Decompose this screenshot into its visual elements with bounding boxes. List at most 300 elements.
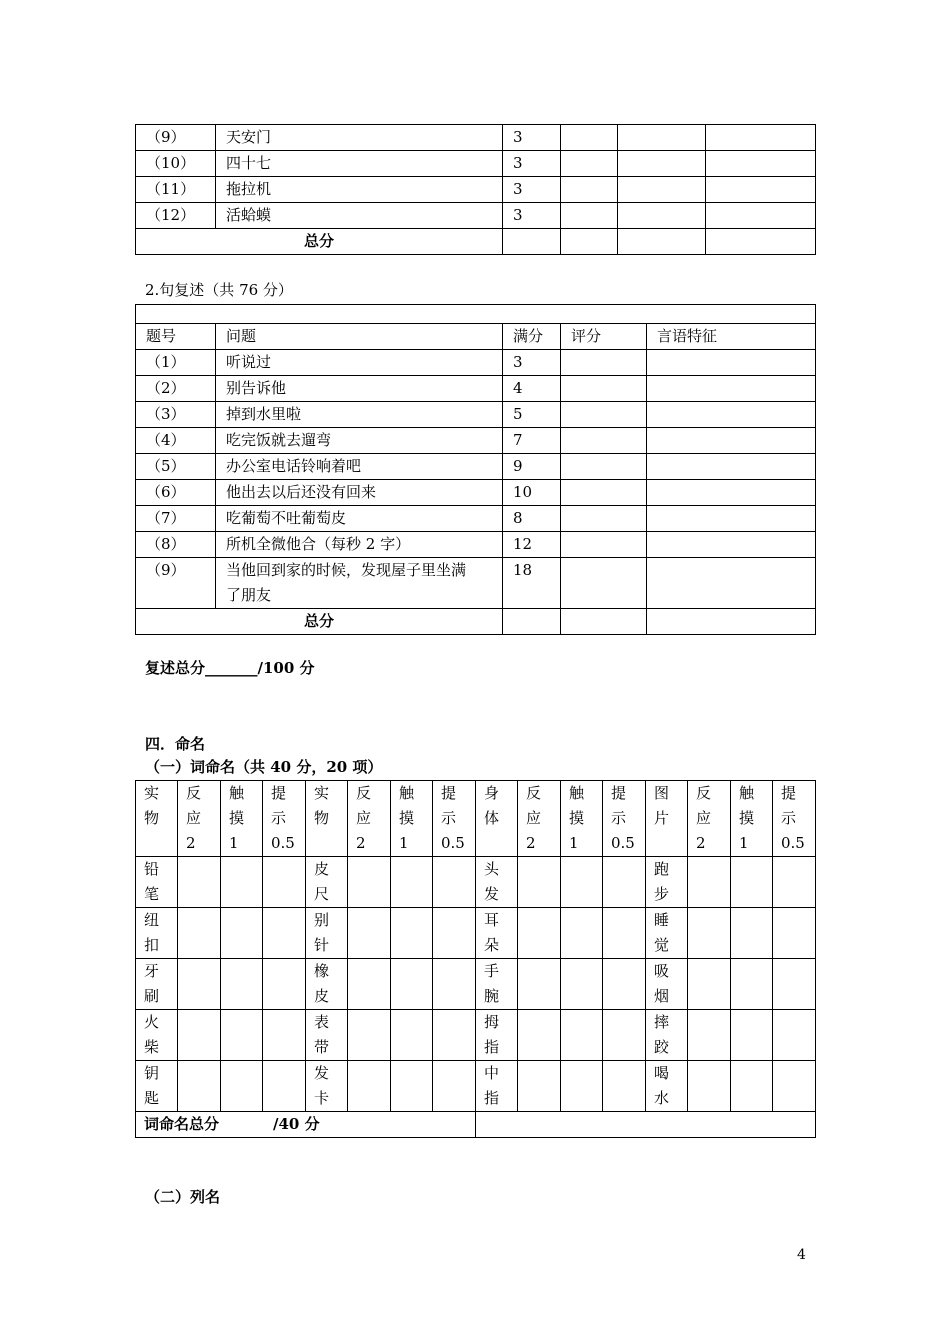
item-number: （2） [136, 376, 216, 402]
cell-char: 触 [569, 784, 585, 802]
table-cell [561, 376, 647, 402]
cell-char: 觉 [654, 936, 670, 954]
column-header [518, 781, 561, 857]
cell-char: 示 [441, 809, 457, 827]
table-cell [603, 1061, 646, 1112]
naming-item [306, 908, 348, 959]
cell-char: 腕 [484, 987, 500, 1005]
table-cell [688, 908, 731, 959]
table-cell [773, 1061, 816, 1112]
item-max-score: 18 [503, 558, 561, 609]
item-number: （10） [136, 151, 216, 177]
item-word: 四十七 [216, 151, 503, 177]
table-cell [688, 857, 731, 908]
item-max-score: 12 [503, 532, 561, 558]
table-cell [503, 609, 561, 635]
table-row [136, 151, 816, 177]
column-header: 评分 [561, 324, 647, 350]
item-max-score: 3 [503, 203, 561, 229]
cell-char: 针 [314, 936, 330, 954]
table-cell [706, 125, 816, 151]
cell-char: 反 [526, 784, 542, 802]
table-cell [561, 229, 618, 255]
column-header [476, 781, 518, 857]
table-cell [618, 229, 706, 255]
header-row [136, 781, 816, 857]
table-cell [178, 857, 221, 908]
table-row [136, 908, 816, 959]
column-header [391, 781, 433, 857]
table-cell [221, 857, 263, 908]
cell-char: 钥 [144, 1064, 160, 1082]
item-max-score: 3 [503, 350, 561, 376]
table-cell [603, 857, 646, 908]
table-cell [561, 480, 647, 506]
cell-char: 扣 [144, 936, 160, 954]
cell-char: 尺 [314, 885, 330, 903]
table-row [136, 480, 816, 506]
cell-char: 应 [526, 809, 542, 827]
item-max-score: 5 [503, 402, 561, 428]
table-cell [647, 532, 816, 558]
cell-char: 别 [314, 911, 330, 929]
table-cell [391, 857, 433, 908]
item-number: （5） [136, 454, 216, 480]
cell-char: 吸 [654, 962, 670, 980]
column-header: 问题 [216, 324, 503, 350]
cell-char: 摸 [229, 809, 245, 827]
cell-char: 水 [654, 1089, 670, 1107]
section-4-subtitle: （一）词命名（共 40 分，20 项） [145, 758, 383, 776]
table-cell [647, 454, 816, 480]
table-cell [773, 908, 816, 959]
section-2-title: 2.句复述（共 76 分） [145, 281, 293, 299]
table-cell [647, 609, 816, 635]
cell-char: 步 [654, 885, 670, 903]
naming-item [306, 959, 348, 1010]
table-cell [618, 151, 706, 177]
table-cell [221, 959, 263, 1010]
table-row [136, 558, 816, 609]
table-cell [561, 454, 647, 480]
table-cell [178, 908, 221, 959]
item-question: 听说过 [216, 350, 503, 376]
table-cell [561, 908, 603, 959]
cell-char: 示 [271, 809, 287, 827]
column-header [136, 781, 178, 857]
table-cell [503, 229, 561, 255]
total-row [136, 1112, 816, 1138]
cell-char: 卡 [314, 1089, 330, 1107]
table-cell [647, 350, 816, 376]
cell-char: 提 [611, 784, 627, 802]
naming-total [136, 1112, 476, 1138]
cell-char: 1 [739, 834, 749, 852]
section-4-title: 四．命名 [145, 735, 206, 753]
table-cell [731, 959, 773, 1010]
cell-char: 应 [186, 809, 202, 827]
cell-char: 0.5 [271, 834, 295, 852]
item-number: （3） [136, 402, 216, 428]
cell-char: 触 [399, 784, 415, 802]
item-max-score: 3 [503, 177, 561, 203]
naming-item [646, 857, 688, 908]
item-question: 吃葡萄不吐葡萄皮 [216, 506, 503, 532]
cell-char: 反 [356, 784, 372, 802]
table-row [136, 125, 816, 151]
cell-char: 指 [484, 1089, 500, 1107]
table-cell [731, 1061, 773, 1112]
item-question: 掉到水里啦 [216, 402, 503, 428]
column-header [731, 781, 773, 857]
table-cell [731, 857, 773, 908]
table-cell [731, 1010, 773, 1061]
item-max-score: 9 [503, 454, 561, 480]
cell-char: 刷 [144, 987, 160, 1005]
cell-char: 柴 [144, 1038, 160, 1056]
cell-char: 0.5 [441, 834, 465, 852]
table-cell [518, 959, 561, 1010]
repeat-total-label: 复述总分 [145, 659, 206, 677]
cell-char: 摸 [399, 809, 415, 827]
naming-item [136, 857, 178, 908]
item-word: 活蛤蟆 [216, 203, 503, 229]
table-cell [773, 857, 816, 908]
table-cell [647, 480, 816, 506]
column-header [603, 781, 646, 857]
column-header [263, 781, 306, 857]
table-cell [561, 857, 603, 908]
cell-char: 提 [781, 784, 797, 802]
cell-char: 皮 [314, 987, 330, 1005]
table-cell [561, 402, 647, 428]
column-header: 题号 [136, 324, 216, 350]
total-row [136, 609, 816, 635]
cell-char: 发 [314, 1064, 330, 1082]
table-cell [433, 959, 476, 1010]
table-cell [136, 305, 816, 324]
table-row [136, 1010, 816, 1061]
total-row [136, 229, 816, 255]
table-cell [647, 506, 816, 532]
cell-char: 2 [696, 834, 706, 852]
item-max-score: 8 [503, 506, 561, 532]
table-cell [706, 151, 816, 177]
table-cell [561, 1010, 603, 1061]
cell-char: 触 [229, 784, 245, 802]
table-row [136, 532, 816, 558]
cell-char: 提 [271, 784, 287, 802]
table-cell [433, 1061, 476, 1112]
question-line: 了朋友 [226, 586, 272, 604]
table-cell [561, 532, 647, 558]
item-max-score: 10 [503, 480, 561, 506]
sentence-repetition-table [135, 304, 816, 635]
cell-char: 发 [484, 885, 500, 903]
table-cell [688, 959, 731, 1010]
table-cell [561, 506, 647, 532]
table-cell [688, 1061, 731, 1112]
cell-char: 火 [144, 1013, 160, 1031]
table-row [136, 1061, 816, 1112]
column-header: 言语特征 [647, 324, 816, 350]
table-cell [561, 428, 647, 454]
cell-char: 触 [739, 784, 755, 802]
table-cell [618, 203, 706, 229]
cell-char: 睡 [654, 911, 670, 929]
table-cell [561, 151, 618, 177]
naming-item [476, 857, 518, 908]
table-cell [688, 1010, 731, 1061]
cell-char: 朵 [484, 936, 500, 954]
table-cell [348, 959, 391, 1010]
cell-char: 头 [484, 860, 500, 878]
table-cell [518, 908, 561, 959]
table-cell [647, 558, 816, 609]
table-cell [706, 177, 816, 203]
table-cell [561, 350, 647, 376]
table-cell [518, 1061, 561, 1112]
cell-char: 带 [314, 1038, 330, 1056]
table-cell [561, 558, 647, 609]
table-cell [178, 959, 221, 1010]
item-question: 吃完饭就去遛弯 [216, 428, 503, 454]
cell-char: 1 [569, 834, 579, 852]
table-cell [603, 1010, 646, 1061]
naming-item [476, 959, 518, 1010]
item-number: （6） [136, 480, 216, 506]
cell-char: 2 [526, 834, 536, 852]
word-naming-table [135, 780, 816, 1138]
cell-char: 2 [186, 834, 196, 852]
repeat-total-suffix: /100 分 [257, 659, 315, 677]
table-cell [603, 959, 646, 1010]
item-number: （9） [136, 558, 216, 609]
item-number: （12） [136, 203, 216, 229]
cell-char: 表 [314, 1013, 330, 1031]
table-cell [561, 177, 618, 203]
table-row [136, 376, 816, 402]
section-4b-title: （二）列名 [145, 1188, 221, 1206]
item-word: 天安门 [216, 125, 503, 151]
table-row [136, 203, 816, 229]
table-cell [561, 609, 647, 635]
table-cell [433, 908, 476, 959]
table-cell [647, 428, 816, 454]
word-repetition-table-continued [135, 124, 816, 255]
table-cell [221, 1010, 263, 1061]
cell-char: 匙 [144, 1089, 160, 1107]
item-question: 办公室电话铃响着吧 [216, 454, 503, 480]
column-header [688, 781, 731, 857]
table-row [136, 857, 816, 908]
cell-char: 体 [484, 809, 500, 827]
naming-item [646, 908, 688, 959]
cell-char: 摔 [654, 1013, 670, 1031]
table-cell [603, 908, 646, 959]
cell-char: 笔 [144, 885, 160, 903]
naming-item [646, 1010, 688, 1061]
column-header [646, 781, 688, 857]
table-row [136, 177, 816, 203]
cell-char: 1 [229, 834, 239, 852]
cell-char: 示 [781, 809, 797, 827]
table-row [136, 428, 816, 454]
table-cell [178, 1010, 221, 1061]
cell-char: 反 [696, 784, 712, 802]
page-number: 4 [797, 1247, 806, 1263]
table-cell [518, 857, 561, 908]
table-cell [348, 1010, 391, 1061]
table-cell [647, 402, 816, 428]
table-cell [221, 1061, 263, 1112]
item-number: （7） [136, 506, 216, 532]
table-cell [561, 959, 603, 1010]
naming-total-label: 词命名总分 [144, 1115, 220, 1133]
table-cell [561, 203, 618, 229]
table-cell [433, 857, 476, 908]
cell-char: 身 [484, 784, 500, 802]
item-number: （11） [136, 177, 216, 203]
table-cell [706, 203, 816, 229]
total-label: 总分 [136, 609, 503, 635]
cell-char: 应 [356, 809, 372, 827]
item-question: 所机全微他合（每秒 2 字） [216, 532, 503, 558]
cell-char: 牙 [144, 962, 160, 980]
cell-char: 物 [314, 809, 330, 827]
cell-char: 拇 [484, 1013, 500, 1031]
table-cell [773, 959, 816, 1010]
item-max-score: 7 [503, 428, 561, 454]
column-header [561, 781, 603, 857]
cell-char: 皮 [314, 860, 330, 878]
cell-char: 摸 [569, 809, 585, 827]
blank-row [136, 305, 816, 324]
table-cell [178, 1061, 221, 1112]
table-cell [647, 376, 816, 402]
cell-char: 手 [484, 962, 500, 980]
item-number: （8） [136, 532, 216, 558]
naming-item [476, 1010, 518, 1061]
cell-char: 实 [144, 784, 160, 802]
table-cell [391, 959, 433, 1010]
table-cell [263, 1061, 306, 1112]
naming-item [476, 1061, 518, 1112]
cell-char: 纽 [144, 911, 160, 929]
cell-char: 示 [611, 809, 627, 827]
table-cell [263, 1010, 306, 1061]
column-header [178, 781, 221, 857]
table-cell [773, 1010, 816, 1061]
cell-char: 反 [186, 784, 202, 802]
table-cell [476, 1112, 816, 1138]
item-question: 别告诉他 [216, 376, 503, 402]
table-row [136, 454, 816, 480]
cell-char: 图 [654, 784, 670, 802]
cell-char: 铅 [144, 860, 160, 878]
table-cell [263, 908, 306, 959]
cell-char: 0.5 [611, 834, 635, 852]
table-cell [618, 125, 706, 151]
table-cell [706, 229, 816, 255]
column-header: 满分 [503, 324, 561, 350]
item-number: （1） [136, 350, 216, 376]
cell-char: 指 [484, 1038, 500, 1056]
column-header [348, 781, 391, 857]
table-cell [561, 125, 618, 151]
naming-item [476, 908, 518, 959]
naming-item [646, 1061, 688, 1112]
table-cell [263, 857, 306, 908]
cell-char: 应 [696, 809, 712, 827]
cell-char: 实 [314, 784, 330, 802]
table-row [136, 506, 816, 532]
table-cell [433, 1010, 476, 1061]
table-cell [391, 908, 433, 959]
table-cell [561, 1061, 603, 1112]
column-header [221, 781, 263, 857]
cell-char: 物 [144, 809, 160, 827]
table-row [136, 350, 816, 376]
question-line: 当他回到家的时候，发现屋子里坐满 [226, 561, 467, 579]
table-row [136, 402, 816, 428]
header-row [136, 324, 816, 350]
naming-item [136, 908, 178, 959]
item-max-score: 4 [503, 376, 561, 402]
table-cell [348, 857, 391, 908]
item-number: （9） [136, 125, 216, 151]
cell-char: 摸 [739, 809, 755, 827]
table-row [136, 959, 816, 1010]
cell-char: 2 [356, 834, 366, 852]
cell-char: 跑 [654, 860, 670, 878]
naming-item [306, 1061, 348, 1112]
item-word: 拖拉机 [216, 177, 503, 203]
naming-item [646, 959, 688, 1010]
table-cell [731, 908, 773, 959]
cell-char: 烟 [654, 987, 670, 1005]
naming-item [306, 857, 348, 908]
total-label: 总分 [136, 229, 503, 255]
table-cell [518, 1010, 561, 1061]
naming-item [136, 1061, 178, 1112]
cell-char: 1 [399, 834, 409, 852]
repeat-total-blank: _______ [205, 659, 258, 677]
naming-total-suffix: /40 分 [273, 1115, 320, 1133]
table-cell [618, 177, 706, 203]
column-header [773, 781, 816, 857]
table-cell [348, 1061, 391, 1112]
column-header [306, 781, 348, 857]
column-header [433, 781, 476, 857]
repeat-total-line [145, 657, 315, 679]
table-cell [221, 908, 263, 959]
table-cell [263, 959, 306, 1010]
item-max-score: 3 [503, 125, 561, 151]
item-question [216, 558, 503, 609]
cell-char: 片 [654, 809, 670, 827]
cell-char: 提 [441, 784, 457, 802]
cell-char: 跤 [654, 1038, 670, 1056]
table-cell [348, 908, 391, 959]
item-number: （4） [136, 428, 216, 454]
table-cell [391, 1010, 433, 1061]
cell-char: 0.5 [781, 834, 805, 852]
item-max-score: 3 [503, 151, 561, 177]
table-cell [391, 1061, 433, 1112]
naming-item [306, 1010, 348, 1061]
naming-item [136, 959, 178, 1010]
